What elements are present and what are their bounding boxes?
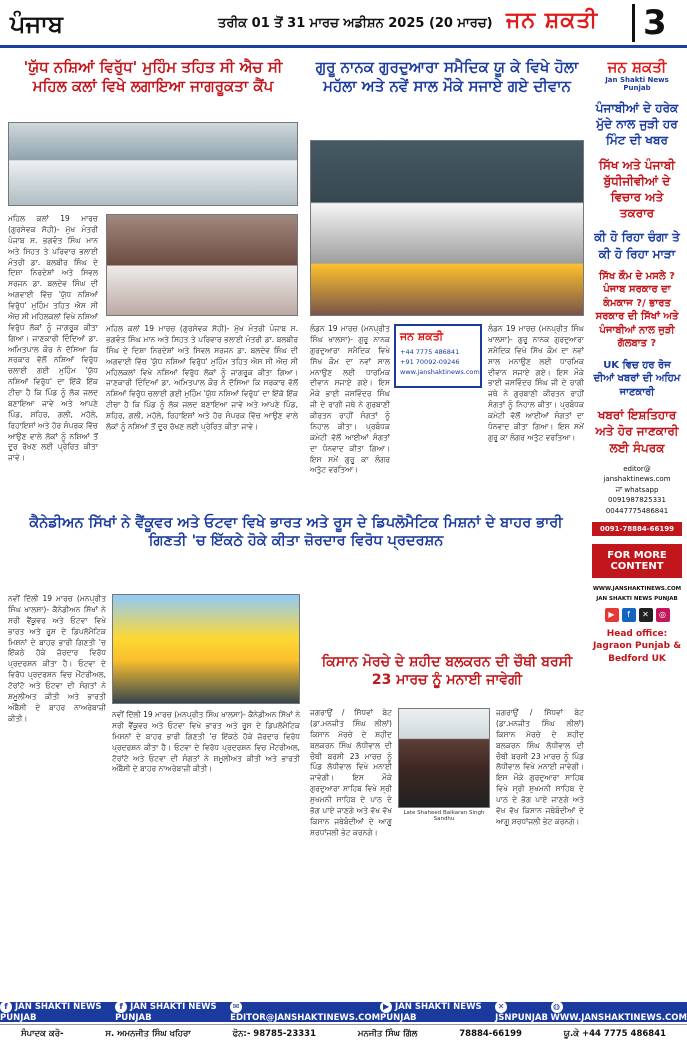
- footer-item-6: ਯੂ.ਕੇ +44 7775 486841: [563, 1029, 667, 1039]
- edition-date: ਤਰੀਕ 01 ਤੋਂ 31 ਮਾਰਚ ਅਡੀਸ਼ਨ 2025 (20 ਮਾਰਚ): [218, 16, 493, 31]
- sidebar-logo-sub: Jan Shakti News Punjab: [605, 76, 669, 92]
- article3-body-cont: ਨਵੀਂ ਦਿੱਲੀ 19 ਮਾਰਚ (ਮਨਪ੍ਰੀਤ ਸਿੰਘ ਖਾਲਸਾ)- ਕੈਨੇਡੀਅਨ ਸਿੱਖਾਂ ਨੇ ਸਰੀ ਵੈਂਕੂਵਰ ਅਤੇ ਓਟਵਾ ਵਿਖੇ ਭਾਰਤ ਅਤੇ ਰੂਸ ਦੇ ਡਿਪਲੋਮੈਟਿਕ ਮਿਸ਼ਨਾਂ ਦੇ ਬਾਹਰ ਭਾਰੀ ਗਿਣਤੀ 'ਚ ਇੱਕਠੇ ਹੋਕੇ ਜ਼ੋਰਦਾਰ ਵਿਰੋਧ ਪ੍ਰਦਰਸ਼ਨ ਕੀਤਾ ਹੈ। ਓਟਵਾ ਦੇ ਵਿਰੋਧ ਪ੍ਰਦਰਸ਼ਨ ਵਿਚ ਮੌਂਟਰੀਅਲ, ਟੋਰਾਂਟੋ ਅਤੇ ਓਟਵਾ ਦੀ ਸੰਗਤਾਂ ਨੇ ਸ਼ਮੂਲੀਅਤ ਕੀਤੀ ਅਤੇ ਭਾਰਤੀ ਅੰਬੈਸੀ ਦੇ ਬਾਹਰ ਨਾਅਰੇਬਾਜ਼ੀ ਕੀਤੀ।: [112, 710, 300, 774]
- sidebar-block-uk: UK ਵਿਚ ਹਰ ਰੋਜ ਦੀਆਂ ਖਬਰਾਂ ਦੀ ਅਹਿਮ ਜਾਣਕਾਰੀ: [593, 359, 681, 398]
- social-icons: [592, 608, 682, 622]
- article2-body-cont: ਲੰਡਨ 19 ਮਾਰਚ (ਮਨਪ੍ਰੀਤ ਸਿੰਘ ਖਾਲਸਾ)- ਗੁਰੂ ਨਾਨਕ ਗੁਰਦੁਆਰਾ ਸਮੈਦਿਕ ਵਿਖੇ ਸਿੱਖ ਕੌਮ ਦਾ ਨਵਾਂ ਸਾਲ ਮਨਾਉਣ ਲਈ ਧਾਰਮਿਕ ਦੀਵਾਨ ਸਜਾਏ ਗਏ। ਇਸ ਮੌਕੇ ਭਾਈ ਜਸਵਿੰਦਰ ਸਿੰਘ ਜੀ ਦੇ ਰਾਗੀ ਜਥੇ ਨੇ ਗੁਰਬਾਣੀ ਕੀਰਤਨ ਰਾਹੀਂ ਸੰਗਤਾਂ ਨੂੰ ਨਿਹਾਲ ਕੀਤਾ। ਪ੍ਰਬੰਧਕ ਕਮੇਟੀ ਵੱਲੋਂ ਆਈਆਂ ਸੰਗਤਾਂ ਦਾ ਧੰਨਵਾਦ ਕੀਤਾ ਗਿਆ। ਇਸ ਸਮੇਂ ਗੁਰੂ ਕਾ ਲੰਗਰ ਅਤੁੱਟ ਵਰਤਿਆ।: [488, 324, 584, 442]
- footer-item-4: ਮਨਜੀਤ ਸਿੰਘ ਗਿੱਲ: [357, 1029, 418, 1039]
- footer-item-2: ਸ. ਅਮਨਜੀਤ ਸਿੰਘ ਖਹਿਰਾ: [105, 1029, 191, 1039]
- facebook-icon[interactable]: f: [622, 608, 636, 622]
- sidebar-block-issues: ਸਿੱਖ ਕੌਮ ਦੇ ਮਸਲੇ ? ਪੰਜਾਬ ਸਰਕਾਰ ਦਾ ਕੰਮਕਾਜ ?/ ਭਾਰਤ ਸਰਕਾਰ ਦੀ ਸਿੱਖਾਂ ਅਤੇ ਪੰਜਾਬੀਆਂ ਨਾਲ ਜੁੜੀ ਗੱਲਬਾਤ ?: [595, 270, 679, 350]
- footer-item-1: ਸੰਪਾਦਕ ਕਰੋ-: [20, 1029, 64, 1039]
- article2-photo: [310, 140, 584, 316]
- bottom-item-6[interactable]: ◍WWW.JANSHAKTINEWS.COM: [550, 1002, 687, 1023]
- footer-item-5: 78884-66199: [459, 1029, 522, 1039]
- article1-photo2: [106, 214, 298, 316]
- instagram-icon[interactable]: ◎: [656, 608, 670, 622]
- article4-photo-caption: Late Shaheed Balkaran Singh Sandhu: [403, 810, 485, 822]
- bottom-item-4[interactable]: ▶ JAN SHAKTI NEWS PUNJAB: [380, 1002, 482, 1023]
- masthead: [0, 0, 687, 48]
- ad-site: www.janshaktinews.com: [400, 367, 480, 376]
- youtube-icon: ▶: [380, 1001, 392, 1013]
- facebook-icon: f: [115, 1001, 127, 1013]
- ad-phone-1: +44 7775 486841: [400, 348, 460, 356]
- sidebar-whatsapp-2: 00447775486841: [605, 506, 669, 515]
- article1-body: ਮਹਿਲ ਕਲਾਂ 19 ਮਾਰਚ (ਗੁਰਸੇਵਕ ਸੋਹੀ)- ਮੁੱਖ ਮੰਤਰੀ ਪੰਜਾਬ ਸ. ਭਗਵੰਤ ਸਿੰਘ ਮਾਨ ਅਤੇ ਸਿਹਤ ਤੇ ਪਰਿਵਾਰ ਭਲਾਈ ਮੰਤਰੀ ਡਾ. ਬਲਬੀਰ ਸਿੰਘ ਦੇ ਦਿਸ਼ਾ ਨਿਰਦੇਸ਼ਾਂ ਅਤੇ ਸਿਵਲ ਸਰਜਨ ਡਾ. ਬਲਦੇਵ ਸਿੰਘ ਦੀ ਅਗਵਾਈ ਵਿੱਚ 'ਯੁੱਧ ਨਸ਼ਿਆਂ ਵਿਰੁੱਧ' ਮੁਹਿੰਮ ਤਹਿਤ ਐਸ ਸੀ ਐਚ ਸੀ ਮਹਿਲਕਲਾਂ ਵਿਖੇ ਨਸ਼ਿਆਂ ਵਿਰੁੱਧ ਲੋਕਾਂ ਨੂੰ ਜਾਗਰੂਕ ਕੀਤਾ ਗਿਆ। ਜਾਣਕਾਰੀ ਦਿੰਦਿਆਂ ਡਾ. ਅਮਿਤਪਾਲ ਕੌਰ ਨੇ ਦੱਸਿਆ ਕਿ ਸਰਕਾਰ ਵੱਲੋਂ ਨਸ਼ਿਆਂ ਵਿਰੁੱਧ ਚਲਾਈ ਗਈ ਮੁਹਿੰਮ 'ਯੁੱਧ ਨਸ਼ਿਆਂ ਵਿਰੁੱਧ' ਦਾ ਇੱਕੋ ਇੱਕ ਟੀਚਾ ਹੈ ਕਿ ਪਿੰਡ ਨੂੰ ਲੋਕ ਜਲਦ ਬਣਾਇਆ ਜਾਵੇ ਅਤੇ ਆਪਣੇ ਪਿੰਡ, ਸ਼ਹਿਰ, ਗਲੀ, ਮਹੱਲੇ, ਰਿਹਾਇਸ਼ਾਂ ਅਤੇ ਹੋਰ ਸੰਪਰਕ ਵਿੱਚ ਆਉਣ ਵਾਲੇ ਲੋਕਾਂ ਨੂੰ ਨਸ਼ਿਆਂ ਤੋਂ ਦੂਰ ਰੱਖਣ ਲਈ ਪ੍ਰੇਰਿਤ ਕੀਤਾ ਜਾਵੇ।: [8, 214, 98, 463]
- sidebar-site[interactable]: WWW.JANSHAKTINEWS.COM: [592, 586, 682, 593]
- article4-photo: [398, 708, 490, 808]
- bottom-social-bar: [0, 1002, 687, 1022]
- x-icon: ✕: [495, 1001, 507, 1013]
- ad-phone-2: +91 70092-09246: [400, 357, 460, 366]
- article2-body: ਲੰਡਨ 19 ਮਾਰਚ (ਮਨਪ੍ਰੀਤ ਸਿੰਘ ਖਾਲਸਾ)- ਗੁਰੂ ਨਾਨਕ ਗੁਰਦੁਆਰਾ ਸਮੈਦਿਕ ਵਿਖੇ ਸਿੱਖ ਕੌਮ ਦਾ ਨਵਾਂ ਸਾਲ ਮਨਾਉਣ ਲਈ ਧਾਰਮਿਕ ਦੀਵਾਨ ਸਜਾਏ ਗਏ। ਇਸ ਮੌਕੇ ਭਾਈ ਜਸਵਿੰਦਰ ਸਿੰਘ ਜੀ ਦੇ ਰਾਗੀ ਜਥੇ ਨੇ ਗੁਰਬਾਣੀ ਕੀਰਤਨ ਰਾਹੀਂ ਸੰਗਤਾਂ ਨੂੰ ਨਿਹਾਲ ਕੀਤਾ। ਪ੍ਰਬੰਧਕ ਕਮੇਟੀ ਵੱਲੋਂ ਆਈਆਂ ਸੰਗਤਾਂ ਦਾ ਧੰਨਵਾਦ ਕੀਤਾ ਗਿਆ। ਇਸ ਸਮੇਂ ਗੁਰੂ ਕਾ ਲੰਗਰ ਅਤੁੱਟ ਵਰਤਿਆ।: [310, 324, 390, 475]
- mail-icon: ✉: [230, 1001, 242, 1013]
- section-name: ਪੰਜਾਬ: [10, 10, 63, 38]
- sidebar-email-domain[interactable]: janshaktinews.com: [603, 475, 671, 484]
- article3-title: ਕੈਨੇਡੀਅਨ ਸਿੱਖਾਂ ਨੇ ਵੈਂਕੂਵਰ ਅਤੇ ਓਟਵਾ ਵਿਖੇ ਭਾਰਤ ਅਤੇ ਰੂਸ ਦੇ ਡਿਪਲੋਮੈਟਿਕ ਮਿਸ਼ਨਾਂ ਦੇ ਬਾਹਰ ਭਾਰੀ ਗਿਣਤੀ 'ਚ ਇੱਕਠੇ ਹੋਕੇ ਕੀਤਾ ਜ਼ੋਰਦਾਰ ਵਿਰੋਧ ਪ੍ਰਦਰਸ਼ਨ: [29, 515, 563, 550]
- footer: [0, 1024, 687, 1043]
- sidebar-block-views: ਸਿੱਖ ਅਤੇ ਪੰਜਾਬੀ ਬੁੱਧੀਜੀਵੀਆਂ ਦੇ ਵਿਚਾਰ ਅਤੇ ਤਕਰਾਰ: [599, 157, 675, 221]
- youtube-icon[interactable]: ▶: [605, 608, 619, 622]
- article3-body: ਨਵੀਂ ਦਿੱਲੀ 19 ਮਾਰਚ (ਮਨਪ੍ਰੀਤ ਸਿੰਘ ਖਾਲਸਾ)- ਕੈਨੇਡੀਅਨ ਸਿੱਖਾਂ ਨੇ ਸਰੀ ਵੈਂਕੂਵਰ ਅਤੇ ਓਟਵਾ ਵਿਖੇ ਭਾਰਤ ਅਤੇ ਰੂਸ ਦੇ ਡਿਪਲੋਮੈਟਿਕ ਮਿਸ਼ਨਾਂ ਦੇ ਬਾਹਰ ਭਾਰੀ ਗਿਣਤੀ 'ਚ ਇੱਕਠੇ ਹੋਕੇ ਜ਼ੋਰਦਾਰ ਵਿਰੋਧ ਪ੍ਰਦਰਸ਼ਨ ਕੀਤਾ ਹੈ। ਓਟਵਾ ਦੇ ਵਿਰੋਧ ਪ੍ਰਦਰਸ਼ਨ ਵਿਚ ਮੌਂਟਰੀਅਲ, ਟੋਰਾਂਟੋ ਅਤੇ ਓਟਵਾ ਦੀ ਸੰਗਤਾਂ ਨੇ ਸ਼ਮੂਲੀਅਤ ਕੀਤੀ ਅਤੇ ਭਾਰਤੀ ਅੰਬੈਸੀ ਦੇ ਬਾਹਰ ਨਾਅਰੇਬਾਜ਼ੀ ਕੀਤੀ।: [8, 594, 106, 723]
- article4-title: ਕਿਸਾਨ ਮੋਰਚੇ ਦੇ ਸ਼ਹੀਦ ਬਲਕਰਨ ਦੀ ਚੌਥੀ ਬਰਸੀ 23 ਮਾਰਚ ਨੂੰ ਮਨਾਈ ਜਾਵੇਗੀ: [321, 654, 573, 688]
- head-office: Head office: Jagraon Punjab & Bedford UK: [592, 629, 682, 664]
- sidebar-logo: ਜਨ ਸ਼ਕਤੀ: [607, 58, 667, 76]
- bottom-item-2[interactable]: f JAN SHAKTI NEWS PUNJAB: [115, 1002, 217, 1023]
- newspaper-logo: ਜਨ ਸ਼ਕਤੀ: [506, 8, 599, 33]
- article4-body: ਜਗਰਾਉਂ / ਸਿੱਧਵਾਂ ਬੇਟ (ਡਾ.ਮਨਜੀਤ ਸਿੰਘ ਲੀਲਾਂ) ਕਿਸਾਨ ਮੋਰਚੇ ਦੇ ਸ਼ਹੀਦ ਬਲਕਰਨ ਸਿੰਘ ਲੋਧੀਵਾਲ ਦੀ ਚੌਥੀ ਬਰਸੀ 23 ਮਾਰਚ ਨੂੰ ਪਿੰਡ ਲੋਧੀਵਾਲ ਵਿਖੇ ਮਨਾਈ ਜਾਵੇਗੀ। ਇਸ ਮੌਕੇ ਗੁਰਦੁਆਰਾ ਸਾਹਿਬ ਵਿਖੇ ਸ੍ਰੀ ਸੁਖਮਨੀ ਸਾਹਿਬ ਦੇ ਪਾਠ ਦੇ ਭੋਗ ਪਾਏ ਜਾਣਗੇ ਅਤੇ ਵੱਖ ਵੱਖ ਕਿਸਾਨ ਜਥੇਬੰਦੀਆਂ ਦੇ ਆਗੂ ਸ਼ਰਧਾਂਜਲੀ ਭੇਟ ਕਰਨਗੇ।: [310, 708, 392, 837]
- page-number: 3: [632, 4, 667, 42]
- sidebar-more-content: FOR MORE CONTENT: [592, 544, 682, 578]
- sidebar-whatsapp-1: 0091987825331: [608, 496, 666, 505]
- article4-body-cont: ਜਗਰਾਉਂ / ਸਿੱਧਵਾਂ ਬੇਟ (ਡਾ.ਮਨਜੀਤ ਸਿੰਘ ਲੀਲਾਂ) ਕਿਸਾਨ ਮੋਰਚੇ ਦੇ ਸ਼ਹੀਦ ਬਲਕਰਨ ਸਿੰਘ ਲੋਧੀਵਾਲ ਦੀ ਚੌਥੀ ਬਰਸੀ 23 ਮਾਰਚ ਨੂੰ ਪਿੰਡ ਲੋਧੀਵਾਲ ਵਿਖੇ ਮਨਾਈ ਜਾਵੇਗੀ। ਇਸ ਮੌਕੇ ਗੁਰਦੁਆਰਾ ਸਾਹਿਬ ਵਿਖੇ ਸ੍ਰੀ ਸੁਖਮਨੀ ਸਾਹਿਬ ਦੇ ਪਾਠ ਦੇ ਭੋਗ ਪਾਏ ਜਾਣਗੇ ਅਤੇ ਵੱਖ ਵੱਖ ਕਿਸਾਨ ਜਥੇਬੰਦੀਆਂ ਦੇ ਆਗੂ ਸ਼ਰਧਾਂਜਲੀ ਭੇਟ ਕਰਨਗੇ।: [496, 708, 584, 826]
- article1-title: 'ਯੁੱਧ ਨਸ਼ਿਆਂ ਵਿਰੁੱਧ' ਮੁਹਿੰਮ ਤਹਿਤ ਸੀ ਐਚ ਸੀ ਮਹਿਲ ਕਲਾਂ ਵਿਖੇ ਲਗਾਇਆ ਜਾਗਰੂਕਤਾ ਕੈਂਪ: [23, 58, 283, 95]
- sidebar-block-contact: ਖਬਰਾਂ ਇਸ਼ਤਿਹਾਰ ਅਤੇ ਹੋਰ ਜਾਣਕਾਰੀ ਲਈ ਸੰਪਰਕ: [595, 408, 679, 455]
- sidebar-block-good-bad: ਕੀ ਹੋ ਰਿਹਾ ਚੰਗਾ ਤੇ ਕੀ ਹੋ ਰਿਹਾ ਮਾੜਾ: [594, 230, 680, 261]
- footer-item-3: ਫੋਨ:- 98785-23331: [232, 1029, 316, 1039]
- sidebar-block-news: ਪੰਜਾਬੀਆਂ ਦੇ ਹਰੇਕ ਮੁੱਦੇ ਨਾਲ ਜੁੜੀ ਹਰ ਮਿੰਟ ਦੀ ਖਬਰ: [595, 101, 679, 148]
- article1-photo: [8, 122, 298, 206]
- main-content: [8, 58, 584, 948]
- sidebar-email-label: editor@: [623, 464, 651, 473]
- sidebar-follow: JAN SHAKTI NEWS PUNJAB: [596, 596, 678, 603]
- ad-logo: ਜਨ ਸ਼ਕਤੀ: [400, 330, 444, 343]
- x-icon[interactable]: ✕: [639, 608, 653, 622]
- globe-icon: ◍: [551, 1001, 563, 1013]
- bottom-item-3[interactable]: ✉EDITOR@JANSHAKTINEWS.COM: [230, 1002, 381, 1023]
- bottom-item-1[interactable]: f JAN SHAKTI NEWS PUNJAB: [0, 1002, 102, 1023]
- sidebar: [592, 58, 682, 948]
- sidebar-whatsapp-label: ਜਾਂ whatsapp: [615, 485, 659, 494]
- advertisement-box: [394, 324, 482, 388]
- facebook-icon: f: [0, 1001, 12, 1013]
- sidebar-contact-info: [592, 464, 682, 517]
- article3-photo: [112, 594, 300, 704]
- sidebar-phone-bar: 0091-78884-66199: [592, 522, 682, 536]
- article2-title: ਗੁਰੂ ਨਾਨਕ ਗੁਰਦੁਆਰਾ ਸਮੈਦਿਕ ਯੂ ਕੇ ਵਿਖੇ ਹੋਲਾ ਮਹੱਲਾ ਅਤੇ ਨਵੇਂ ਸਾਲ ਮੌਕੇ ਸਜਾਏ ਗਏ ਦੀਵਾਨ: [315, 58, 579, 95]
- article1-body-cont: ਮਹਿਲ ਕਲਾਂ 19 ਮਾਰਚ (ਗੁਰਸੇਵਕ ਸੋਹੀ)- ਮੁੱਖ ਮੰਤਰੀ ਪੰਜਾਬ ਸ. ਭਗਵੰਤ ਸਿੰਘ ਮਾਨ ਅਤੇ ਸਿਹਤ ਤੇ ਪਰਿਵਾਰ ਭਲਾਈ ਮੰਤਰੀ ਡਾ. ਬਲਬੀਰ ਸਿੰਘ ਦੇ ਦਿਸ਼ਾ ਨਿਰਦੇਸ਼ਾਂ ਅਤੇ ਸਿਵਲ ਸਰਜਨ ਡਾ. ਬਲਦੇਵ ਸਿੰਘ ਦੀ ਅਗਵਾਈ ਵਿੱਚ 'ਯੁੱਧ ਨਸ਼ਿਆਂ ਵਿਰੁੱਧ' ਮੁਹਿੰਮ ਤਹਿਤ ਐਸ ਸੀ ਐਚ ਸੀ ਮਹਿਲਕਲਾਂ ਵਿਖੇ ਨਸ਼ਿਆਂ ਵਿਰੁੱਧ ਲੋਕਾਂ ਨੂੰ ਜਾਗਰੂਕ ਕੀਤਾ ਗਿਆ। ਜਾਣਕਾਰੀ ਦਿੰਦਿਆਂ ਡਾ. ਅਮਿਤਪਾਲ ਕੌਰ ਨੇ ਦੱਸਿਆ ਕਿ ਸਰਕਾਰ ਵੱਲੋਂ ਨਸ਼ਿਆਂ ਵਿਰੁੱਧ ਚਲਾਈ ਗਈ ਮੁਹਿੰਮ 'ਯੁੱਧ ਨਸ਼ਿਆਂ ਵਿਰੁੱਧ' ਦਾ ਇੱਕੋ ਇੱਕ ਟੀਚਾ ਹੈ ਕਿ ਪਿੰਡ ਨੂੰ ਲੋਕ ਜਲਦ ਬਣਾਇਆ ਜਾਵੇ ਅਤੇ ਆਪਣੇ ਪਿੰਡ, ਸ਼ਹਿਰ, ਗਲੀ, ਮਹੱਲੇ, ਰਿਹਾਇਸ਼ਾਂ ਅਤੇ ਹੋਰ ਸੰਪਰਕ ਵਿੱਚ ਆਉਣ ਵਾਲੇ ਲੋਕਾਂ ਨੂੰ ਨਸ਼ਿਆਂ ਤੋਂ ਦੂਰ ਰੱਖਣ ਲਈ ਪ੍ਰੇਰਿਤ ਕੀਤਾ ਜਾਵੇ।: [106, 324, 298, 431]
- bottom-item-5[interactable]: ✕JSNPUNJAB: [495, 1002, 548, 1023]
